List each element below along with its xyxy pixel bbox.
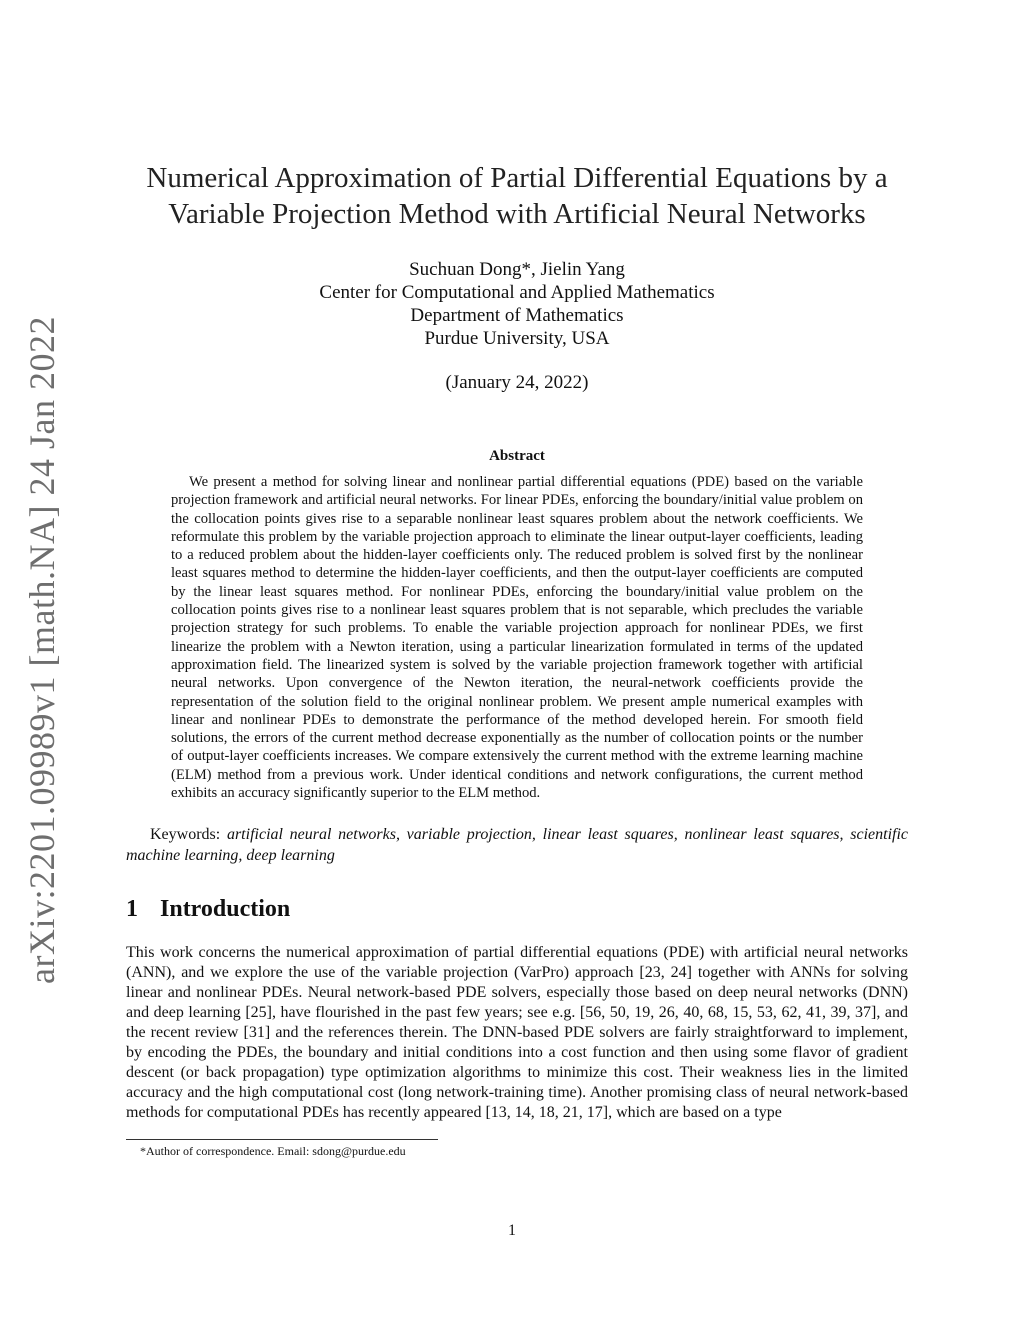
footnote-rule: [126, 1139, 438, 1140]
affiliation-university: Purdue University, USA: [424, 328, 610, 349]
title-line-1: Numerical Approximation of Partial Differential Equations by a: [146, 162, 888, 194]
keywords-label: Keywords:: [150, 826, 221, 844]
paper-page: [126, 160, 908, 1159]
keywords-paragraph: [126, 824, 908, 866]
author-names: Suchuan Dong*, Jielin Yang: [409, 259, 625, 280]
abstract-heading: Abstract: [489, 448, 545, 464]
keywords-list: artificial neural networks, variable projection, linear least squares, nonlinear least squares, scientific machine learning, deep learning: [126, 826, 909, 865]
abstract-section: [171, 448, 863, 802]
section-number: 1: [126, 896, 138, 923]
title-line-2: Variable Projection Method with Artificial Neural Networks: [168, 198, 866, 230]
affiliation-department: Department of Mathematics: [410, 305, 624, 326]
arxiv-sidebar: [20, 316, 64, 984]
paper-date: (January 24, 2022): [445, 372, 589, 393]
arxiv-identifier: arXiv:2201.09989v1 [math.NA] 24 Jan 2022: [22, 316, 63, 984]
affiliation-center: Center for Computational and Applied Mathematics: [319, 282, 715, 303]
page-number: 1: [508, 1222, 516, 1239]
paper-title: [126, 160, 908, 232]
section-title: Introduction: [160, 896, 291, 923]
author-block: [126, 258, 908, 350]
abstract-text: We present a method for solving linear and nonlinear partial differential equations (PDE) based on the variable projection framework and artificial neural networks. For linear PDEs, enforcing the boundary/initial value problem on the collocation points gives rise to a separable nonlinear least squares problem about the network coefficients. We reformulate this problem by the variable projection approach to eliminate the linear output-layer coefficients, leading to a reduced problem about the hidden-layer coefficients only. The reduced problem is solved first by the nonlinear least squares method to determine the hidden-layer coefficients, and then the output-layer coefficients are computed by the linear least squares method. For nonlinear PDEs, enforcing the boundary/initial value problem on the collocation points gives rise to a nonlinear least squares problem that is not separable, which precludes the variable projection strategy for such problems. To enable the variable projection approach for nonlinear PDEs, we first linearize the problem with a Newton iteration, using a particular linearization formulated in terms of the updated approximation field. The linearized system is solved by the variable projection framework together with artificial neural networks. Upon convergence of the Newton iteration, the neural-network coefficients provide the representation of the solution field to the original nonlinear problem. We present ample numerical examples with linear and nonlinear PDEs to demonstrate the performance of the method developed herein. For smooth field solutions, the errors of the current method decrease exponentially as the number of collocation points or the number of output-layer coefficients increases. We compare extensively the current method with the extreme learning machine (ELM) method from a previous work. Under identical conditions and network configurations, the current method exhibits an accuracy significantly superior to the ELM method.: [171, 474, 863, 802]
section-heading-introduction: [126, 896, 908, 923]
footnote: *Author of correspondence. Email: sdong@purdue.edu: [140, 1144, 406, 1159]
introduction-paragraph: This work concerns the numerical approximation of partial differential equations (PDE) with artificial neural networks (ANN), and we explore the use of the variable projection (VarPro) approach [23, 24] together with ANNs for solving linear and nonlinear PDEs. Neural network-based PDE solvers, especially those based on deep neural networks (DNN) and deep learning [25], have flourished in the past few years; see e.g. [56, 50, 19, 26, 40, 68, 15, 53, 62, 41, 39, 37], and the recent review [31] and the references therein. The DNN-based PDE solvers are fairly straightforward to implement, by encoding the PDEs, the boundary and initial conditions into a cost function and then using some flavor of gradient descent (or back propagation) type optimization algorithms to minimize this cost. Their weakness lies in the limited accuracy and the high computational cost (long network-training time). Another promising class of neural network-based methods for computational PDEs has recently appeared [13, 14, 18, 21, 17], which are based on a type: [126, 944, 908, 1122]
